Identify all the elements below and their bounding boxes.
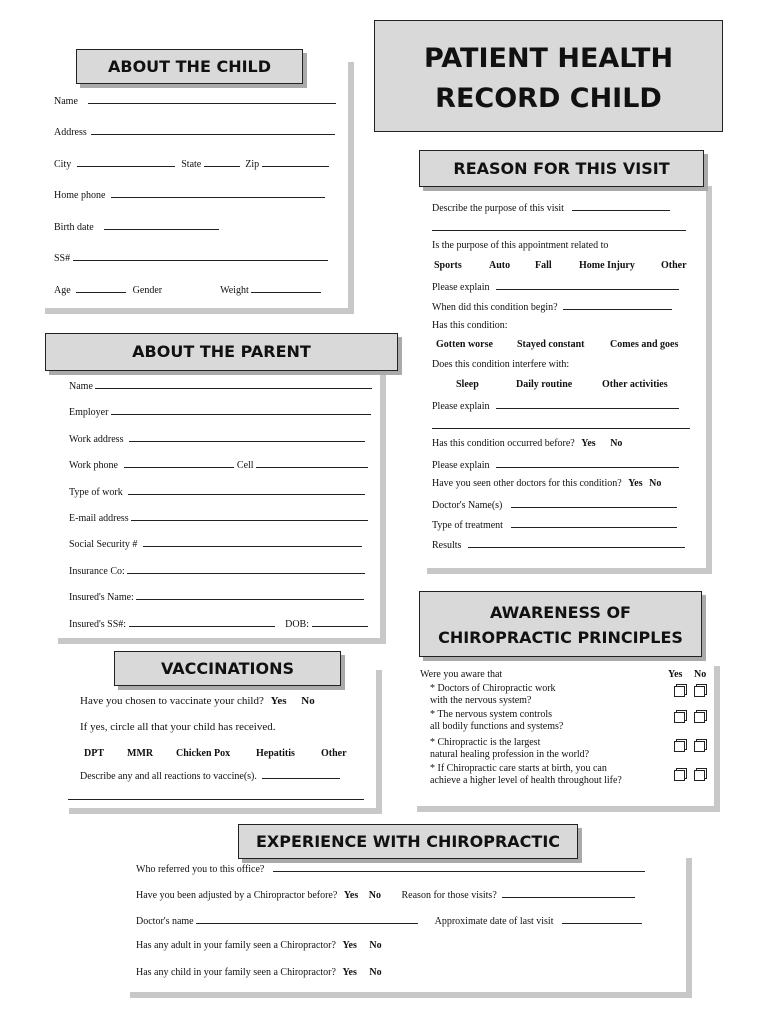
exp-referred-field[interactable] <box>273 862 645 872</box>
title-line-1: PATIENT HEALTH <box>423 43 674 74</box>
reason-treatment-row: Type of treatment <box>432 518 677 531</box>
awareness-header <box>419 591 702 657</box>
parent-social-security-row: Social Security # <box>69 537 362 550</box>
vacc-option-other[interactable]: Other <box>321 748 347 759</box>
child-city-row: City State Zip <box>54 157 329 170</box>
parent-work-address-row: Work address <box>69 432 365 445</box>
seen-doctors-yes-option[interactable]: Yes <box>628 478 643 489</box>
vacc-instruction: If yes, circle all that your child has received. <box>80 721 276 733</box>
reason-describe-row: Describe the purpose of this visit <box>432 201 670 214</box>
reason-seen-doctors-row: Have you seen other doctors for this condition? Yes No <box>432 478 662 489</box>
reason-explain-field-2[interactable] <box>496 399 679 409</box>
form-title <box>374 20 723 132</box>
parent-insurance-row: Insurance Co: <box>69 564 365 577</box>
reason-explain-row-2: Please explain <box>432 399 679 412</box>
parent-cell-field[interactable] <box>256 458 368 468</box>
condition-option-stayed-constant[interactable]: Stayed constant <box>517 339 585 350</box>
about-parent-header: ABOUT THE PARENT <box>45 333 398 371</box>
awareness-4-no-checkbox[interactable] <box>694 770 705 781</box>
child-address-field[interactable] <box>91 125 335 135</box>
vacc-yes-option[interactable]: Yes <box>270 695 287 707</box>
vacc-reactions-line-2[interactable] <box>68 799 364 800</box>
reason-describe-line-2[interactable] <box>432 230 686 231</box>
vacc-option-hepatitis[interactable]: Hepatitis <box>256 748 295 759</box>
child-birth-date-field[interactable] <box>104 220 219 230</box>
awareness-no-label: No <box>694 669 707 680</box>
vacc-question-row: Have you chosen to vaccinate your child? Yes No <box>80 695 315 707</box>
reason-treatment-field[interactable] <box>511 518 677 528</box>
vacc-reactions-row: Describe any and all reactions to vaccine(s). <box>80 769 340 782</box>
child-birth-date-row: Birth date <box>54 220 219 233</box>
exp-adjusted-yes-option[interactable]: Yes <box>343 890 359 901</box>
reason-header: REASON FOR THIS VISIT <box>419 150 704 187</box>
vacc-option-mmr[interactable]: MMR <box>127 748 154 759</box>
awareness-header-line-1: AWARENESS OF <box>490 603 631 622</box>
parent-social-security-field[interactable] <box>143 537 362 547</box>
reason-explain-field-1[interactable] <box>496 280 679 290</box>
reason-explain-line-2[interactable] <box>432 428 690 429</box>
vacc-option-dpt[interactable]: DPT <box>84 748 104 759</box>
child-zip-field[interactable] <box>262 157 329 167</box>
awareness-intro: Were you aware that <box>420 669 503 680</box>
parent-work-phone-row: Work phone Cell <box>69 458 368 471</box>
interfere-option-sleep[interactable]: Sleep <box>456 379 479 390</box>
occurred-yes-option[interactable]: Yes <box>581 438 596 449</box>
child-home-phone-row: Home phone <box>54 188 325 201</box>
child-ss-field[interactable] <box>73 251 328 261</box>
parent-insured-name-row: Insured's Name: <box>69 590 364 603</box>
vacc-no-option[interactable]: No <box>301 695 315 707</box>
reason-option-auto[interactable]: Auto <box>489 260 511 271</box>
child-state-field[interactable] <box>204 157 240 167</box>
reason-results-field[interactable] <box>468 538 685 548</box>
reason-when-begin-field[interactable] <box>563 300 672 310</box>
child-address-row: Address <box>54 125 335 138</box>
reason-when-begin-row: When did this condition begin? <box>432 300 672 313</box>
awareness-1-no-checkbox[interactable] <box>694 686 705 697</box>
condition-option-comes-and-goes[interactable]: Comes and goes <box>610 339 679 350</box>
awareness-header-line-2: CHIROPRACTIC PRINCIPLES <box>438 628 683 647</box>
title-line-2: RECORD CHILD <box>435 83 662 114</box>
vaccinations-header: VACCINATIONS <box>114 651 341 686</box>
child-name-row: Name <box>54 94 336 107</box>
awareness-item-2: * The nervous system controls all bodily functions and systems? <box>430 709 564 732</box>
vacc-reactions-field[interactable] <box>262 769 340 779</box>
reason-option-other[interactable]: Other <box>661 260 687 271</box>
exp-adjusted-row: Have you been adjusted by a Chiropractor before? Yes No Reason for those visits? <box>136 888 635 901</box>
exp-doctors-name-field[interactable] <box>196 914 418 924</box>
awareness-3-no-checkbox[interactable] <box>694 741 705 752</box>
parent-type-of-work-field[interactable] <box>128 485 365 495</box>
child-weight-field[interactable] <box>251 283 321 293</box>
awareness-yes-label: Yes <box>668 669 683 680</box>
parent-dob-field[interactable] <box>312 617 368 627</box>
parent-email-field[interactable] <box>131 511 368 521</box>
reason-explain-field-3[interactable] <box>496 458 679 468</box>
awareness-2-no-checkbox[interactable] <box>694 712 705 723</box>
awareness-3-yes-checkbox[interactable] <box>674 741 685 752</box>
experience-header: EXPERIENCE WITH CHIROPRACTIC <box>238 824 578 859</box>
exp-child-row: Has any child in your family seen a Chiropractor? Yes No <box>136 967 382 978</box>
reason-describe-field[interactable] <box>572 201 670 211</box>
reason-has-condition-text: Has this condition: <box>432 320 508 331</box>
reason-interfere-text: Does this condition interfere with: <box>432 359 570 370</box>
reason-option-sports[interactable]: Sports <box>434 260 462 271</box>
awareness-item-4: * If Chiropractic care starts at birth, you can achieve a higher level of health throughout life? <box>430 763 622 786</box>
parent-employer-field[interactable] <box>111 405 371 415</box>
child-ss-row: SS# <box>54 251 328 264</box>
child-home-phone-field[interactable] <box>111 188 325 198</box>
parent-employer-row: Employer <box>69 405 371 418</box>
interfere-option-other-activities[interactable]: Other activities <box>602 379 668 390</box>
exp-child-no-option[interactable]: No <box>369 967 382 978</box>
interfere-option-daily-routine[interactable]: Daily routine <box>516 379 573 390</box>
parent-insured-ss-field[interactable] <box>129 617 275 627</box>
reason-explain-row-1: Please explain <box>432 280 679 293</box>
parent-name-field[interactable] <box>95 379 372 389</box>
reason-results-row: Results <box>432 538 685 551</box>
parent-type-of-work-row: Type of work <box>69 485 365 498</box>
reason-option-home-injury[interactable]: Home Injury <box>579 260 635 271</box>
exp-adjusted-no-option[interactable]: No <box>368 890 381 901</box>
awareness-4-yes-checkbox[interactable] <box>674 770 685 781</box>
reason-explain-row-3: Please explain <box>432 458 679 471</box>
exp-adult-yes-option[interactable]: Yes <box>342 940 357 951</box>
awareness-2-yes-checkbox[interactable] <box>674 712 685 723</box>
awareness-item-1: * Doctors of Chiropractic work with the nervous system? <box>430 683 556 706</box>
exp-referred-row: Who referred you to this office? <box>136 862 645 875</box>
parent-insured-ss-row: Insured's SS#: DOB: <box>69 617 368 630</box>
awareness-item-3: * Chiropractic is the largest natural healing profession in the world? <box>430 737 590 760</box>
reason-doctors-names-field[interactable] <box>511 498 677 508</box>
parent-email-row: E-mail address <box>69 511 368 524</box>
reason-related-text: Is the purpose of this appointment related to <box>432 240 609 251</box>
exp-doctors-name-row: Doctor's name Approximate date of last visit <box>136 914 642 927</box>
occurred-no-option[interactable]: No <box>610 438 623 449</box>
vacc-option-chicken-pox[interactable]: Chicken Pox <box>176 748 231 759</box>
reason-doctors-names-row: Doctor's Name(s) <box>432 498 677 511</box>
parent-name-row: Name <box>69 379 372 392</box>
child-gender-field <box>165 284 215 293</box>
parent-work-address-field[interactable] <box>129 432 365 442</box>
awareness-1-yes-checkbox[interactable] <box>674 686 685 697</box>
child-age-field[interactable] <box>76 283 126 293</box>
exp-adult-row: Has any adult in your family seen a Chiropractor? Yes No <box>136 940 382 951</box>
parent-insured-name-field[interactable] <box>136 590 364 600</box>
exp-last-visit-field[interactable] <box>562 914 642 924</box>
child-name-field[interactable] <box>88 94 336 104</box>
exp-adult-no-option[interactable]: No <box>369 940 382 951</box>
vaccinations-panel <box>69 670 382 814</box>
about-child-header: ABOUT THE CHILD <box>76 49 303 84</box>
condition-option-gotten-worse[interactable]: Gotten worse <box>436 339 493 350</box>
child-age-row: Age Gender Weight <box>54 283 321 296</box>
seen-doctors-no-option[interactable]: No <box>649 478 662 489</box>
reason-option-fall[interactable]: Fall <box>535 260 552 271</box>
parent-work-phone-field[interactable] <box>124 458 234 468</box>
exp-reason-visits-field[interactable] <box>502 888 635 898</box>
reason-occurred-row: Has this condition occurred before? Yes No <box>432 438 623 449</box>
parent-insurance-field[interactable] <box>127 564 365 574</box>
child-city-field[interactable] <box>77 157 175 167</box>
exp-child-yes-option[interactable]: Yes <box>342 967 357 978</box>
